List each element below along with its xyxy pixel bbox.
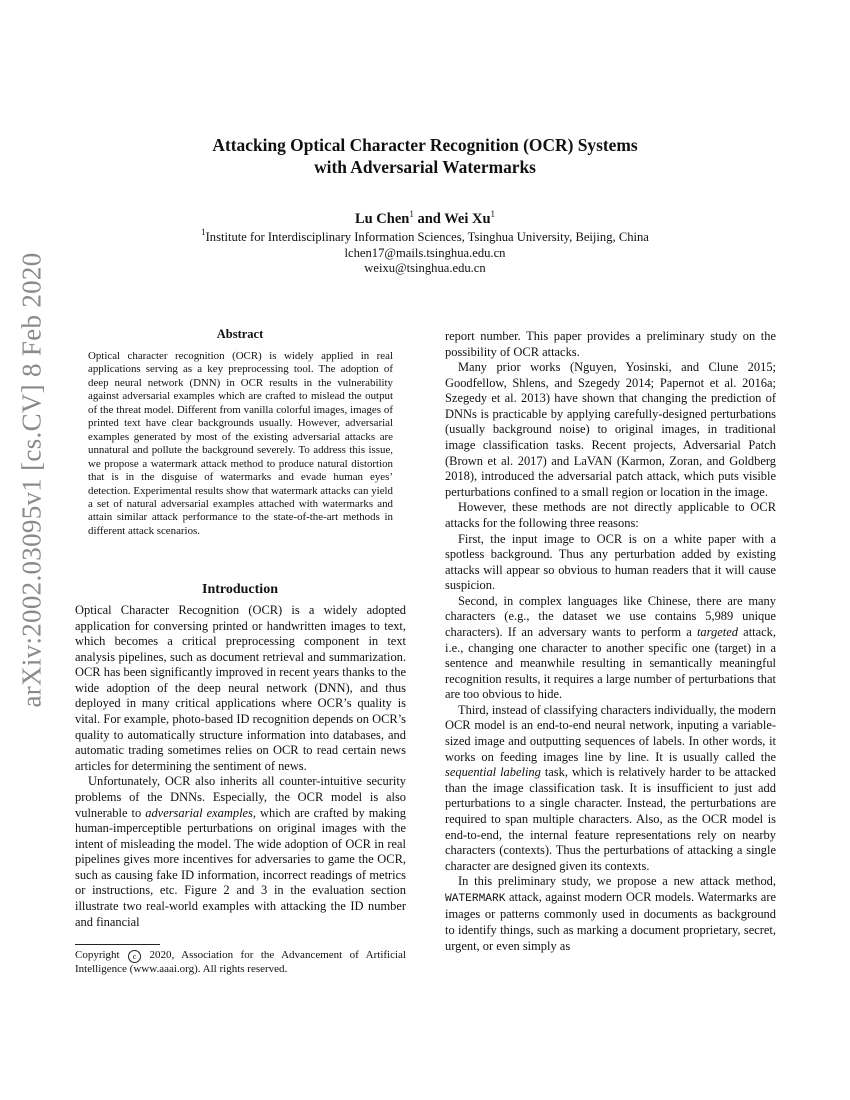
author-conjunction: and (413, 211, 445, 227)
intro-paragraph-5: First, the input image to OCR is on a white paper with a spotless background. Thus any perturbation added by existing attacks will appear so obvious to human readers that it will cause suspicion. (445, 531, 776, 593)
left-column-body (75, 603, 406, 930)
intro-paragraph-1: Optical Character Recognition (OCR) is a widely adopted application for conversing printed or handwritten images to text, which becomes a critical preprocessing component in text analysis pipelines, such as document retrieval and summarization. OCR has been significantly improved in recent years thanks to the wide adoption of the deep neural network (DNN), and thus deployed in many critical applications where OCR’s quality is vital. For example, photo-based ID recognition depends on OCR’s quality to automatically structure information into databases, and automatic trading sometimes relies on OCR to read certain news articles for determining the sentiment of news. (75, 603, 406, 773)
title-line-1: Attacking Optical Character Recognition (OCR) Systems (212, 135, 638, 155)
author-2-affil-mark: 1 (490, 209, 496, 219)
title-line-2: with Adversarial Watermarks (314, 157, 536, 177)
affiliation-institution: Institute for Interdisciplinary Information Sciences, Tsinghua University, Beijing, China (205, 230, 649, 244)
email-1: lchen17@mails.tsinghua.edu.cn (344, 245, 506, 260)
arxiv-identifier-stamp (12, 252, 52, 708)
intro-paragraph-4: However, these methods are not directly applicable to OCR attacks for the following three reasons: (445, 500, 776, 530)
affiliation-mark: 1 (201, 227, 206, 237)
emphasis-targeted: targeted (696, 624, 738, 639)
emphasis-adversarial-examples: adversarial examples (145, 805, 253, 820)
paper-title (110, 134, 740, 178)
copyright-footnote: Copyright c 2020, Association for the Advancement of Artificial Intelligence (www.aaai.org). All rights reserved. (75, 949, 406, 975)
author-1: Lu Chen (354, 211, 410, 227)
copyright-icon: c (128, 950, 141, 963)
right-column-body (445, 329, 776, 954)
email-2: weixu@tsinghua.edu.cn (364, 261, 486, 276)
abstract-text: Optical character recognition (OCR) is widely applied in real applications serving as a key preprocessing tool. The adoption of deep neural network (DNN) in OCR results in the vulnerability against adversarial examples which are crafted to mislead the output of the threat model. Different from vanilla colorful images, images of printed text have clear backgrounds usually. However, adversarial examples generated by most of the existing adversarial attacks are unnatural and pollute the background severely. To address this issue, we propose a watermark attack method to produce natural distortion that is in the disguise of watermarks and evade human eyes’ detection. Experimental results show that watermark attacks can yield a set of natural adversarial examples attached with watermarks and attain similar attack performance to the state-of-the-art methods in different attack scenarios. (88, 350, 393, 537)
watermark-method-name: WATERMARK (445, 892, 506, 905)
abstract-heading: Abstract (216, 327, 264, 341)
emphasis-sequential-labeling: sequential labeling (445, 765, 541, 780)
intro-paragraph-3: Many prior works (Nguyen, Yosinski, and Clune 2015; Goodfellow, Shlens, and Szegedy 2014; Papernot et al. 2016a; Szegedy et al. 2013) have shown that changing the prediction of DNNs is practicable by applying carefully-designed perturbations (usually background noise) to original images, in traditional image classification tasks. Recent projects, Adversarial Patch (Brown et al. 2017) and LaVAN (Karmon, Zoran, and Goldberg 2018), introduced the adversarial patch attack, which puts visible perturbations confined to a small region or location in the image. (445, 360, 776, 499)
author-2: Wei Xu (444, 211, 491, 227)
intro-paragraph-8: In this preliminary study, we propose a new attack method, WATERMARK attack, against modern OCR models. Watermarks are images or patterns commonly used in documents as background to identify things, such as marking a document proprietary, secret, urgent, or even simply as (445, 874, 776, 953)
intro-paragraph-6: Second, in complex languages like Chinese, there are many characters (e.g., the dataset we use contains 5,989 unique characters). If an adversary wants to perform a targeted attack, i.e., changing one character to another specific one (target) in a sentence and meanwhile resulting in semantically meaningful recognition results, it requires a large number of perturbations that are too obvious to hide. (445, 593, 776, 702)
intro-paragraph-7: Third, instead of classifying characters individually, the modern OCR model is an end-to-end neural network, inputing a variable-sized image and outputting sequences of labels. In other words, it works on feeding images line by line. It is usually called the sequential labeling task, which is relatively harder to be attacked than the image classification task. It is insufficient to just add perturbations to a single character. Instead, the perturbations are required to span multiple characters. Also, as the OCR model is end-to-end, the internal feature representations rely on nearby characters (contexts). Thus the perturbations of attacking a single character are designed given its contexts. (445, 702, 776, 873)
author-1-affil-mark: 1 (409, 209, 414, 219)
intro-paragraph-2-continued: report number. This paper provides a preliminary study on the possibility of OCR attacks. (445, 329, 776, 359)
footnote-rule (75, 944, 160, 945)
introduction-heading: Introduction (202, 582, 278, 597)
arxiv-id-text: arXiv:2002.03095v1 [cs.CV] 8 Feb 2020 (16, 252, 47, 708)
affiliation-block (110, 225, 740, 277)
intro-paragraph-2: Unfortunately, OCR also inherits all counter-intuitive security problems of the DNNs. Especially, the OCR model is also vulnerable to adversarial examples, which are crafted by making human-imperceptible perturbations on original images with the intent of misleading the model. The wide adoption of OCR in real pipelines gives more incentives for adversaries to game the OCR, such as causing fake ID information, incorrect readings of metrics or instructions, etc. Figure 2 and 3 in the evaluation section illustrate two real-world examples with attacking the ID number and financial (75, 774, 406, 929)
